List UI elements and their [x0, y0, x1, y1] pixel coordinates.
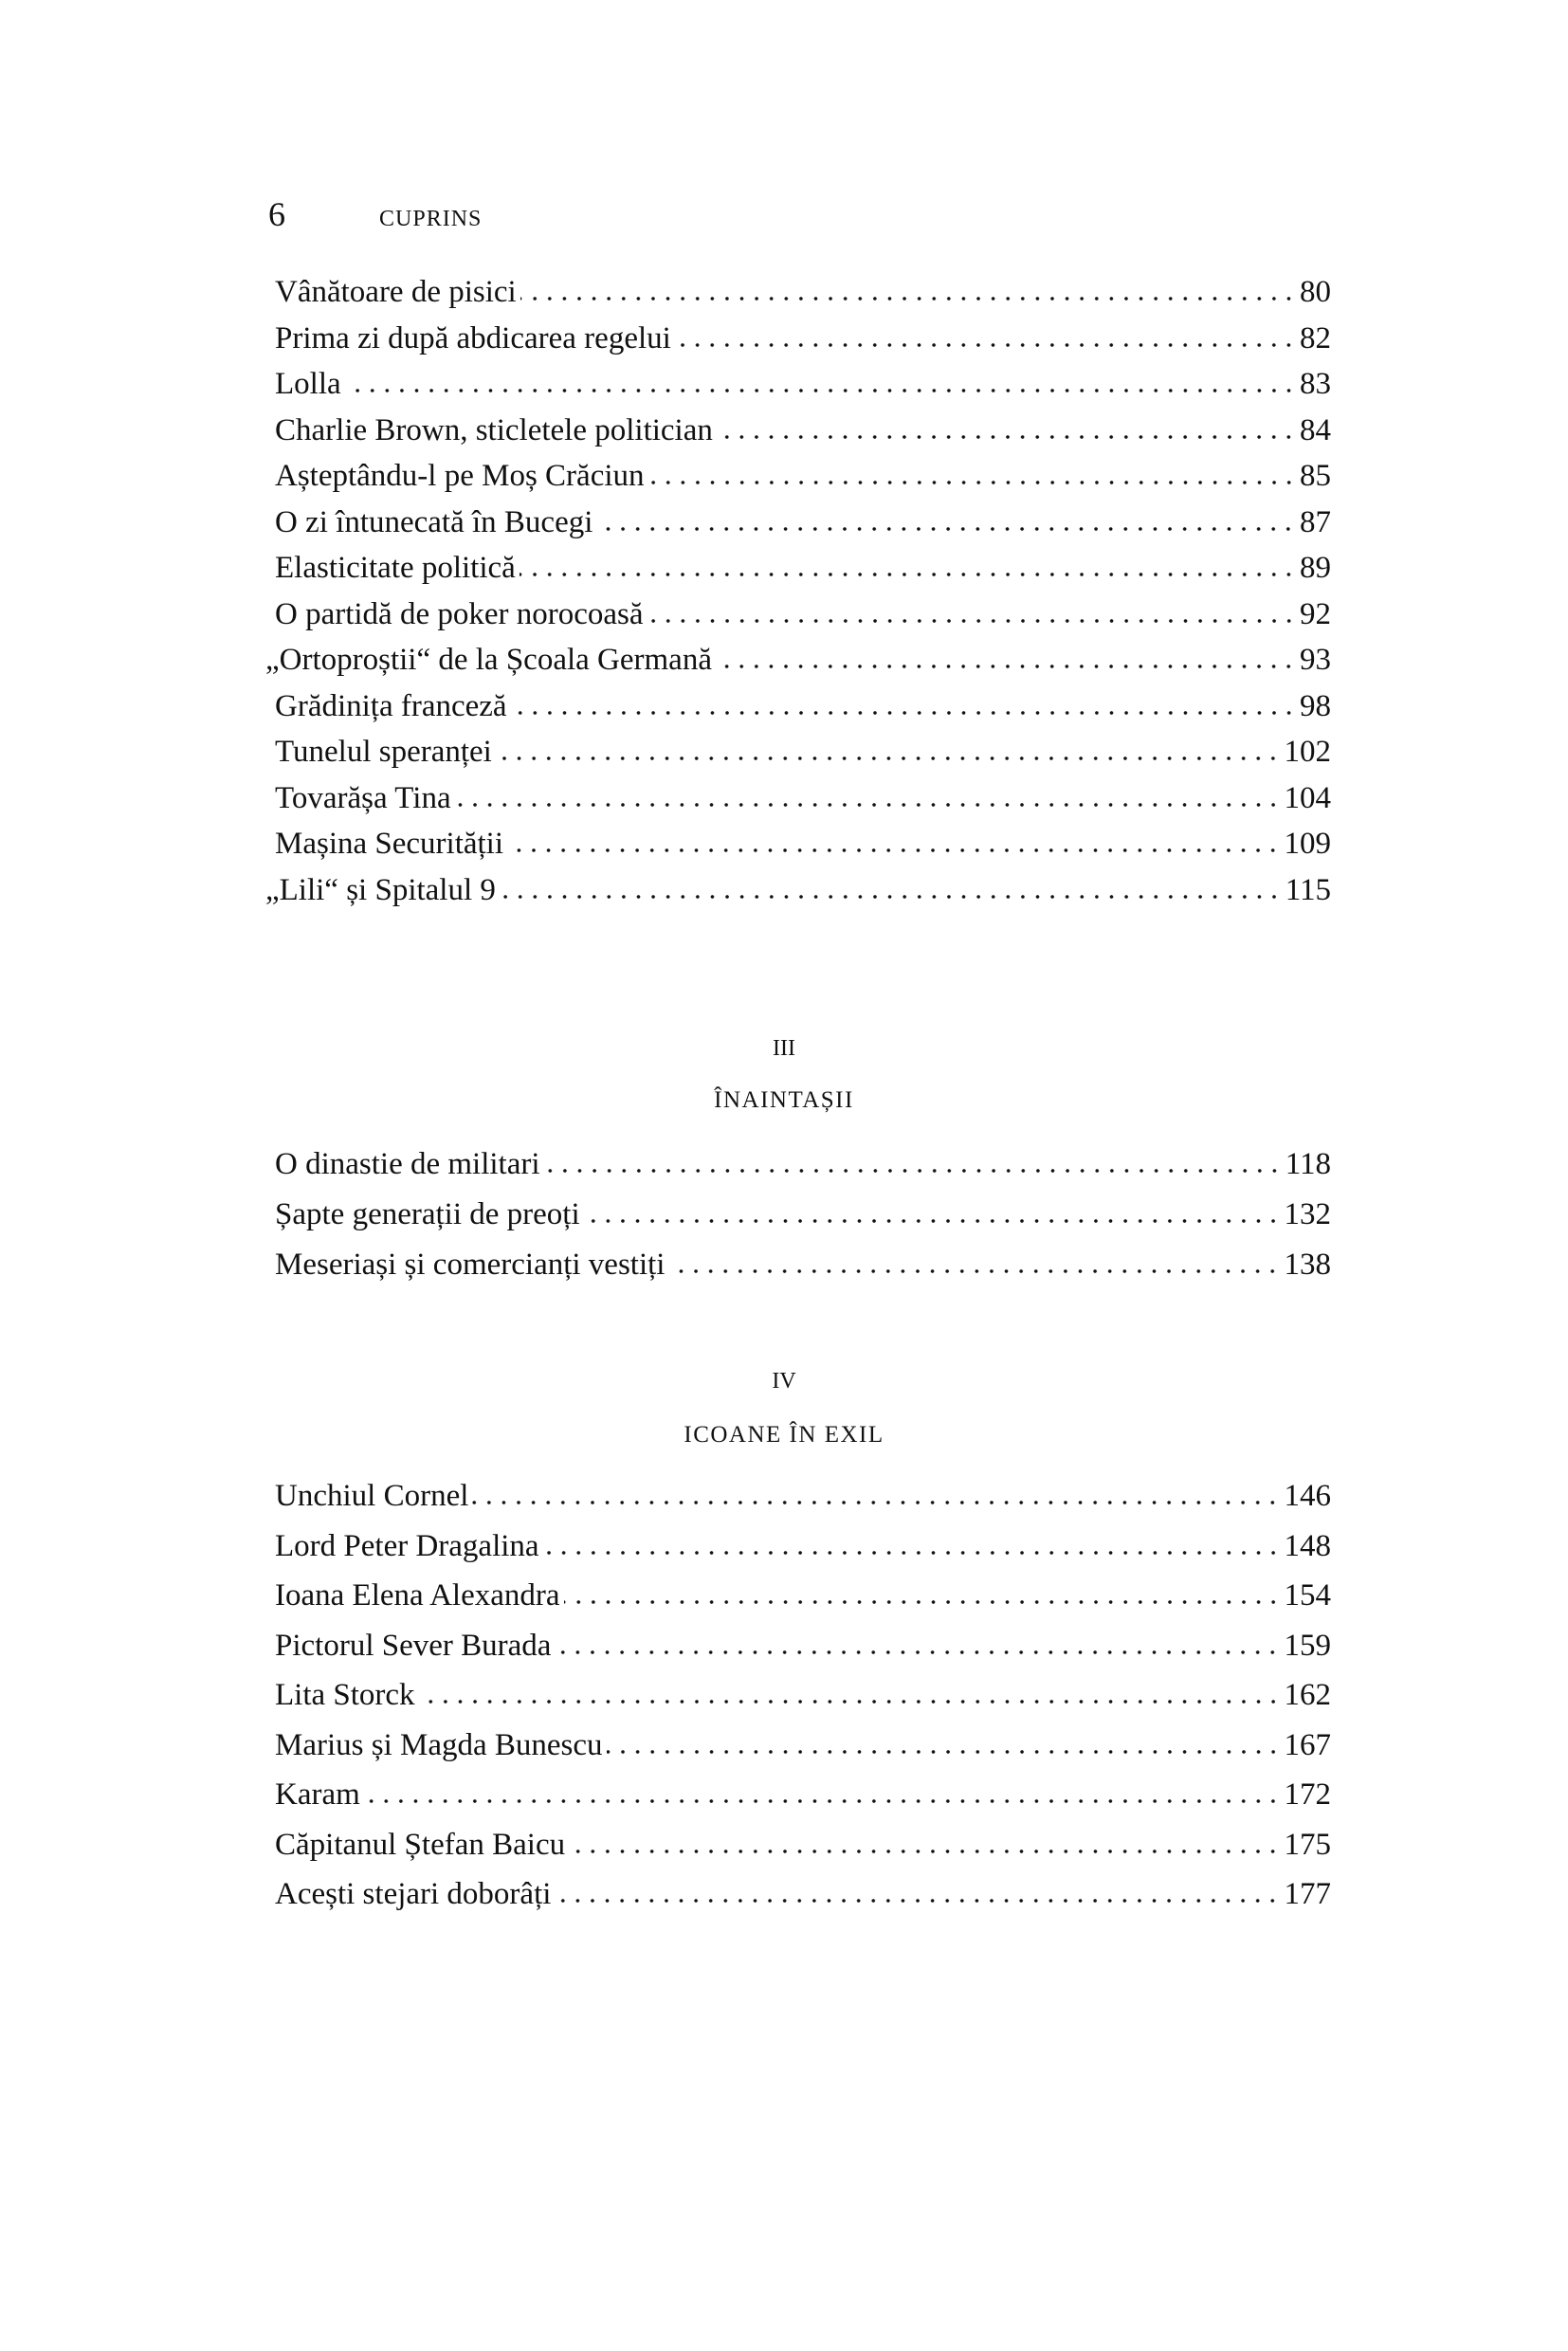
toc-entry [275, 1629, 1331, 1679]
toc-entry [275, 1529, 1331, 1579]
dot-leader [419, 1699, 1281, 1704]
dot-leader [511, 710, 1296, 716]
toc-entry-title: Elasticitate politică [275, 551, 516, 585]
dot-leader [544, 1168, 1282, 1174]
toc-entry-page: 89 [1300, 551, 1331, 585]
toc-entry [275, 1248, 1331, 1298]
dot-leader [569, 1849, 1280, 1854]
toc-entry [275, 321, 1331, 368]
toc-entry [265, 872, 1331, 920]
dot-leader [668, 1268, 1280, 1274]
toc-entry [275, 827, 1331, 873]
dot-leader [500, 894, 1282, 900]
toc-entry-title: Unchiul Cornel [275, 1479, 469, 1513]
toc-entry-title: Așteptându-l pe Moș Crăciun [275, 459, 645, 493]
toc-entry-title: Mașina Securității [275, 827, 504, 861]
toc-entry-page: 115 [1285, 872, 1331, 907]
toc-entry [275, 1479, 1331, 1529]
toc-entry [275, 367, 1331, 413]
toc-entry-page: 167 [1284, 1727, 1331, 1762]
toc-entry-title: O dinastie de militari [275, 1147, 540, 1181]
toc-entry-page: 92 [1300, 596, 1331, 631]
dot-leader [520, 572, 1296, 577]
toc-entry-page: 93 [1300, 643, 1331, 677]
dot-leader [555, 1649, 1280, 1655]
toc-entry-page: 104 [1284, 780, 1331, 815]
toc-entry-page: 159 [1284, 1628, 1331, 1663]
toc-entry-title: Karam [275, 1777, 360, 1812]
toc-entry-page: 177 [1284, 1877, 1331, 1911]
toc-entry [275, 413, 1331, 460]
toc-entry-title: Charlie Brown, sticletele politician [275, 412, 713, 447]
toc-entry-title: Pictorul Sever Burada [275, 1628, 552, 1663]
toc-entry [275, 1828, 1331, 1878]
toc-section-continued [265, 275, 1331, 919]
toc-section-part3 [275, 1147, 1331, 1298]
part-title: ICOANE ÎN EXIL [684, 1422, 884, 1448]
dot-leader [596, 526, 1296, 532]
toc-entry-title: Ioana Elena Alexandra [275, 1578, 560, 1613]
dot-leader [520, 296, 1296, 301]
toc-entry [275, 735, 1331, 781]
toc-entry [275, 459, 1331, 505]
toc-entry-title: O partidă de poker norocoasă [275, 596, 644, 631]
dot-leader [507, 847, 1280, 853]
toc-entry [265, 643, 1331, 689]
toc-entry-title: Prima zi după abdicarea regelui [275, 320, 671, 355]
toc-entry-page: 109 [1284, 827, 1331, 861]
dot-leader [675, 342, 1296, 348]
toc-entry-title: Lord Peter Dragalina [275, 1528, 539, 1563]
toc-entry [275, 781, 1331, 828]
toc-entry-page: 138 [1284, 1248, 1331, 1282]
toc-entry [275, 1877, 1331, 1927]
dot-leader [496, 756, 1281, 761]
toc-entry-title: Grădinița franceză [275, 688, 507, 723]
dot-leader [555, 1898, 1280, 1904]
toc-entry [275, 1678, 1331, 1728]
toc-entry-page: 80 [1300, 275, 1331, 309]
toc-entry-title: Tovarășa Tina [275, 780, 451, 815]
dot-leader [584, 1218, 1281, 1224]
toc-entry [275, 1728, 1331, 1778]
toc-entry-page: 102 [1284, 735, 1331, 769]
toc-entry [275, 597, 1331, 644]
toc-entry-page: 154 [1284, 1578, 1331, 1613]
toc-section-part4 [275, 1479, 1331, 1927]
toc-entry-title: Lita Storck [275, 1678, 415, 1712]
dot-leader [717, 434, 1296, 440]
toc-entry-title: „Lili“ și Spitalul 9 [265, 872, 496, 907]
toc-entry [275, 505, 1331, 552]
dot-leader [647, 618, 1296, 624]
running-head: CUPRINS [379, 207, 483, 231]
toc-entry [275, 1578, 1331, 1629]
toc-entry-title: Căpitanul Ștefan Baicu [275, 1827, 566, 1862]
dot-leader [472, 1500, 1280, 1505]
toc-entry [275, 551, 1331, 597]
toc-entry-page: 87 [1300, 504, 1331, 539]
dot-leader [345, 388, 1296, 393]
dot-leader [364, 1798, 1281, 1804]
toc-entry-page: 118 [1285, 1147, 1331, 1181]
toc-entry-title: Vânătoare de pisici [275, 275, 517, 309]
toc-entry [275, 1197, 1331, 1248]
dot-leader [607, 1749, 1281, 1755]
toc-entry-page: 83 [1300, 367, 1331, 401]
toc-entry [275, 1777, 1331, 1828]
toc-entry-title: Meseriași și comercianți vestiți [275, 1248, 665, 1282]
toc-entry-page: 146 [1284, 1479, 1331, 1513]
toc-entry-page: 148 [1284, 1528, 1331, 1563]
toc-entry-page: 85 [1300, 459, 1331, 493]
part-number: IV [772, 1369, 796, 1394]
toc-entry-title: Marius și Magda Bunescu [275, 1727, 603, 1762]
dot-leader [716, 664, 1296, 669]
toc-entry [275, 1147, 1331, 1197]
toc-entry-page: 84 [1300, 412, 1331, 447]
toc-entry-title: Lolla [275, 367, 341, 401]
toc-entry [275, 689, 1331, 736]
dot-leader [564, 1599, 1281, 1605]
dot-leader [648, 480, 1296, 485]
toc-entry-page: 82 [1300, 320, 1331, 355]
toc-entry-title: O zi întunecată în Bucegi [275, 504, 593, 539]
dot-leader [455, 802, 1281, 808]
toc-entry-page: 98 [1300, 688, 1331, 723]
page-number: 6 [268, 195, 285, 233]
toc-entry-page: 172 [1284, 1777, 1331, 1812]
toc-entry-page: 132 [1284, 1197, 1331, 1231]
part-title: ÎNAINTAȘII [714, 1087, 854, 1113]
dot-leader [543, 1550, 1281, 1556]
toc-entry [275, 275, 1331, 321]
part-number: III [773, 1036, 795, 1061]
toc-entry-title: „Ortoproștii“ de la Școala Germană [265, 643, 712, 677]
toc-entry-page: 175 [1284, 1827, 1331, 1862]
toc-entry-page: 162 [1284, 1678, 1331, 1712]
toc-entry-title: Tunelul speranței [275, 735, 492, 769]
toc-entry-title: Șapte generații de preoți [275, 1197, 580, 1231]
toc-entry-title: Acești stejari doborâți [275, 1877, 552, 1911]
